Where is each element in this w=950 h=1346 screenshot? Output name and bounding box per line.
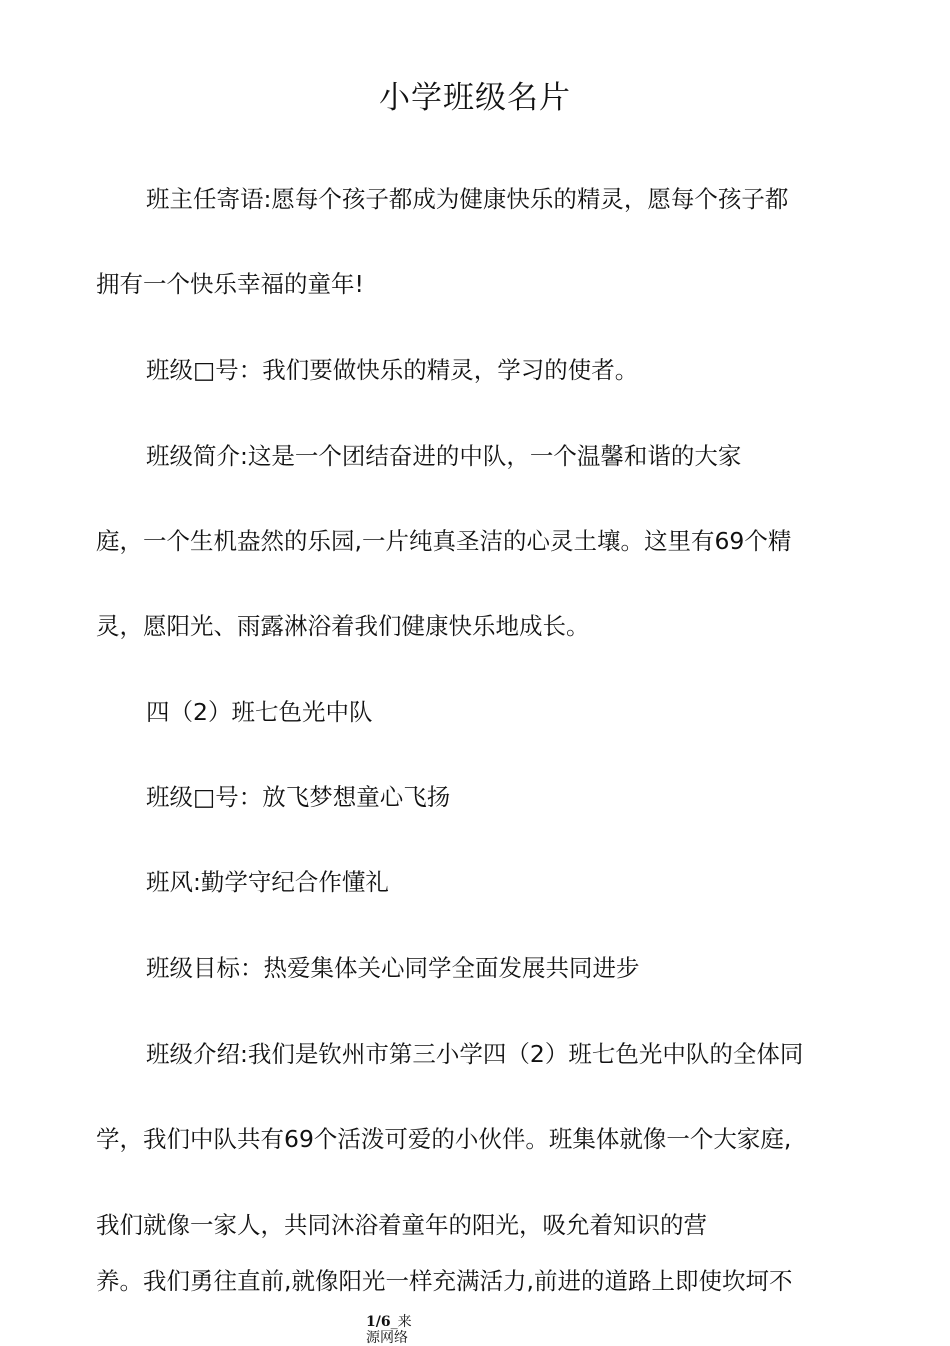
paragraph-line: 班风:勤学守纪合作懂礼 [146, 868, 389, 896]
paragraph-line: 我们就像一家人，共同沐浴着童年的阳光，吸允着知识的营 [96, 1211, 707, 1239]
footer-source-text: 源网络 [366, 1330, 408, 1346]
page-title: 小学班级名片 [379, 80, 571, 116]
paragraph-line: 班级简介:这是一个团结奋进的中队，一个温馨和谐的大家 [146, 442, 742, 470]
page-number: 1/6 [366, 1314, 391, 1330]
paragraph-line: 班主任寄语:愿每个孩子都成为健康快乐的精灵，愿每个孩子都 [146, 185, 789, 213]
paragraph-line: 班级介绍:我们是钦州市第三小学四（2）班七色光中队的全体同 [146, 1040, 804, 1068]
paragraph-line: 四（2）班七色光中队 [146, 698, 373, 726]
footer-source-prefix: _来 [390, 1314, 412, 1330]
page-footer [366, 1314, 426, 1346]
paragraph-line: 拥有一个快乐幸福的童年! [96, 270, 364, 298]
paragraph-line: 庭，一个生机盎然的乐园,一片纯真圣洁的心灵土壤。这里有69个精 [96, 527, 792, 555]
paragraph-line: 学，我们中队共有69个活泼可爱的小伙伴。班集体就像一个大家庭, [96, 1125, 792, 1153]
paragraph-line: 班级目标：热爱集体关心同学全面发展共同进步 [146, 954, 640, 982]
paragraph-line: 灵，愿阳光、雨露淋浴着我们健康快乐地成长。 [96, 612, 590, 640]
paragraph-line: 养。我们勇往直前,就像阳光一样充满活力,前进的道路上即使坎坷不 [96, 1267, 793, 1295]
paragraph-line: 班级□号：放飞梦想童心飞扬 [146, 783, 451, 811]
paragraph-line: 班级□号：我们要做快乐的精灵，学习的使者。 [146, 356, 639, 384]
